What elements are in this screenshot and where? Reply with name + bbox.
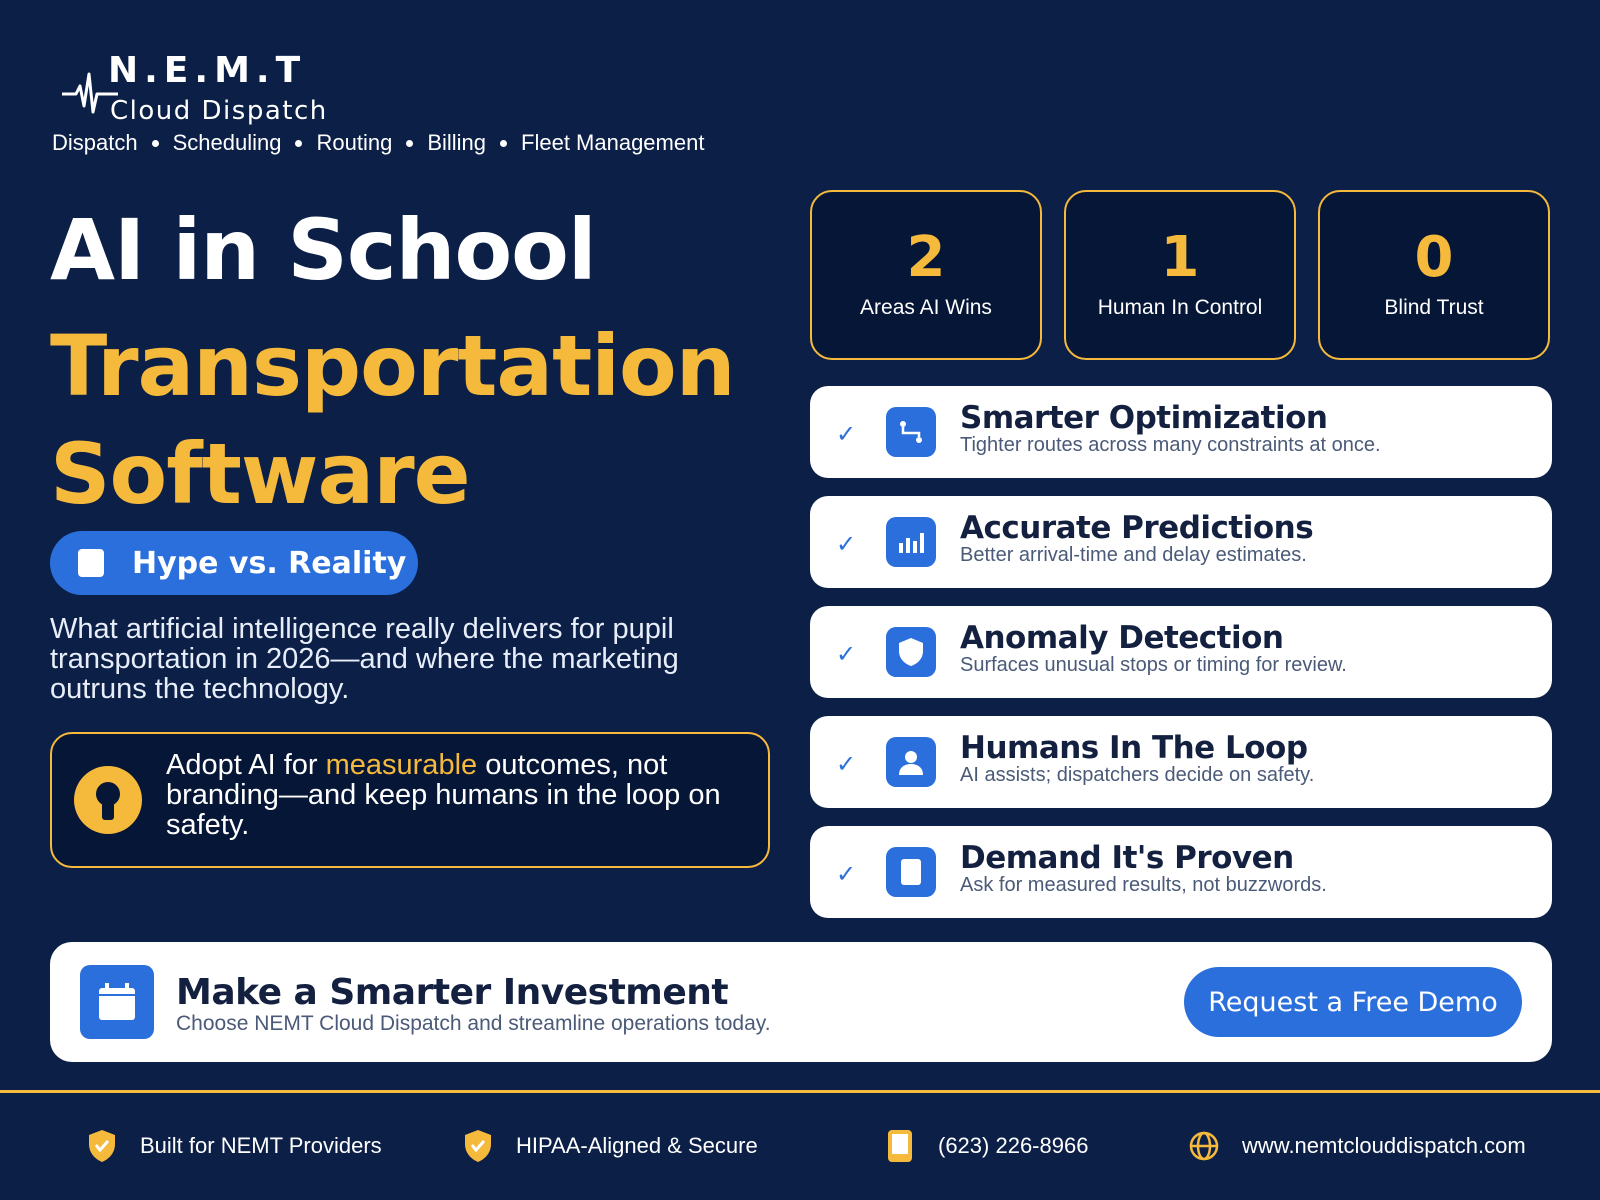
footer-item-providers <box>86 1128 382 1164</box>
website-link: www.nemtclouddispatch.com <box>1242 1133 1526 1158</box>
feature-card-optimization <box>810 386 1552 478</box>
nav-separator <box>500 140 507 147</box>
nav-separator <box>406 140 413 147</box>
callout-highlight: measurable <box>325 749 478 781</box>
feature-card-proven <box>810 826 1552 918</box>
footer-divider <box>0 1090 1600 1093</box>
nav-item-scheduling: Scheduling <box>172 130 282 155</box>
request-demo-button[interactable]: Request a Free Demo <box>1184 967 1522 1037</box>
feature-title: Smarter Optimization <box>960 400 1328 436</box>
brand-name: N.E.M.T <box>108 50 307 91</box>
feature-title: Demand It's Proven <box>960 840 1294 876</box>
phone-icon <box>884 1128 916 1164</box>
callout-text-before: Adopt AI for <box>166 749 326 781</box>
user-icon <box>886 737 936 787</box>
headline-line2: Transportation <box>50 317 735 415</box>
bar-chart-icon <box>886 517 936 567</box>
footer-item-phone[interactable] <box>884 1128 1088 1164</box>
stat-value: 2 <box>906 225 946 290</box>
feature-sub: Surfaces unusual stops or timing for review. <box>960 654 1347 676</box>
headline-line1: AI in School <box>50 201 596 299</box>
feature-sub: Ask for measured results, not buzzwords. <box>960 874 1327 896</box>
feature-sub: AI assists; dispatchers decide on safety. <box>960 764 1315 786</box>
cta-subtitle: Choose NEMT Cloud Dispatch and streamline operations today. <box>176 1012 771 1035</box>
headline-line3: Software <box>50 425 470 523</box>
check-icon: ✓ <box>836 421 857 448</box>
headline-line2-3 <box>50 312 735 528</box>
footer-item-website[interactable] <box>1188 1128 1526 1164</box>
nav-separator <box>152 140 159 147</box>
feature-title: Anomaly Detection <box>960 620 1284 656</box>
footer-text: Built for NEMT Providers <box>140 1133 382 1158</box>
footer-text: HIPAA-Aligned & Secure <box>516 1133 758 1158</box>
callout-text-after: outcomes, not branding—and keep humans in the loop on safety. <box>166 749 721 841</box>
document-icon <box>78 549 104 577</box>
feature-title: Humans In The Loop <box>960 730 1308 766</box>
stat-value: 1 <box>1160 225 1200 290</box>
nav-item-fleet: Fleet Management <box>521 130 705 155</box>
shield-icon <box>886 627 936 677</box>
shield-check-icon <box>462 1128 494 1164</box>
nav-item-routing: Routing <box>316 130 393 155</box>
stat-value: 0 <box>1414 225 1454 290</box>
description: What artificial intelligence really delivers for pupil transportation in 2026—and where the marketing outruns the technology. <box>50 613 679 705</box>
phone-number: (623) 226-8966 <box>938 1133 1089 1158</box>
stat-card-trust <box>1318 190 1550 360</box>
feature-card-anomaly <box>810 606 1552 698</box>
feature-sub: Tighter routes across many constraints at once. <box>960 434 1381 456</box>
check-icon: ✓ <box>836 751 857 778</box>
feature-sub: Better arrival-time and delay estimates. <box>960 544 1307 566</box>
route-icon <box>886 407 936 457</box>
service-nav <box>52 130 704 156</box>
stat-label: Human In Control <box>1097 296 1263 319</box>
check-icon: ✓ <box>836 641 857 668</box>
feature-title: Accurate Predictions <box>960 510 1314 546</box>
footer-item-hipaa <box>462 1128 758 1164</box>
globe-icon <box>1188 1128 1220 1164</box>
callout-text <box>166 750 746 840</box>
stat-card-human <box>1064 190 1296 360</box>
feature-card-humans <box>810 716 1552 808</box>
nav-item-billing: Billing <box>427 130 487 155</box>
nav-separator <box>295 140 302 147</box>
check-icon: ✓ <box>836 531 857 558</box>
check-icon: ✓ <box>836 861 857 888</box>
brand-subtitle: Cloud Dispatch <box>110 96 328 126</box>
pill-label: Hype vs. Reality <box>132 545 407 581</box>
stat-label: Blind Trust <box>1384 296 1484 319</box>
cta-title: Make a Smarter Investment <box>176 972 729 1013</box>
stat-card-areas <box>810 190 1042 360</box>
nav-item-dispatch: Dispatch <box>52 130 138 155</box>
document-icon <box>886 847 936 897</box>
shield-check-icon <box>86 1128 118 1164</box>
stat-label: Areas AI Wins <box>860 296 992 319</box>
hype-reality-pill <box>50 531 418 595</box>
keyhole-icon <box>74 766 142 834</box>
feature-card-predictions <box>810 496 1552 588</box>
calendar-icon <box>80 965 154 1039</box>
